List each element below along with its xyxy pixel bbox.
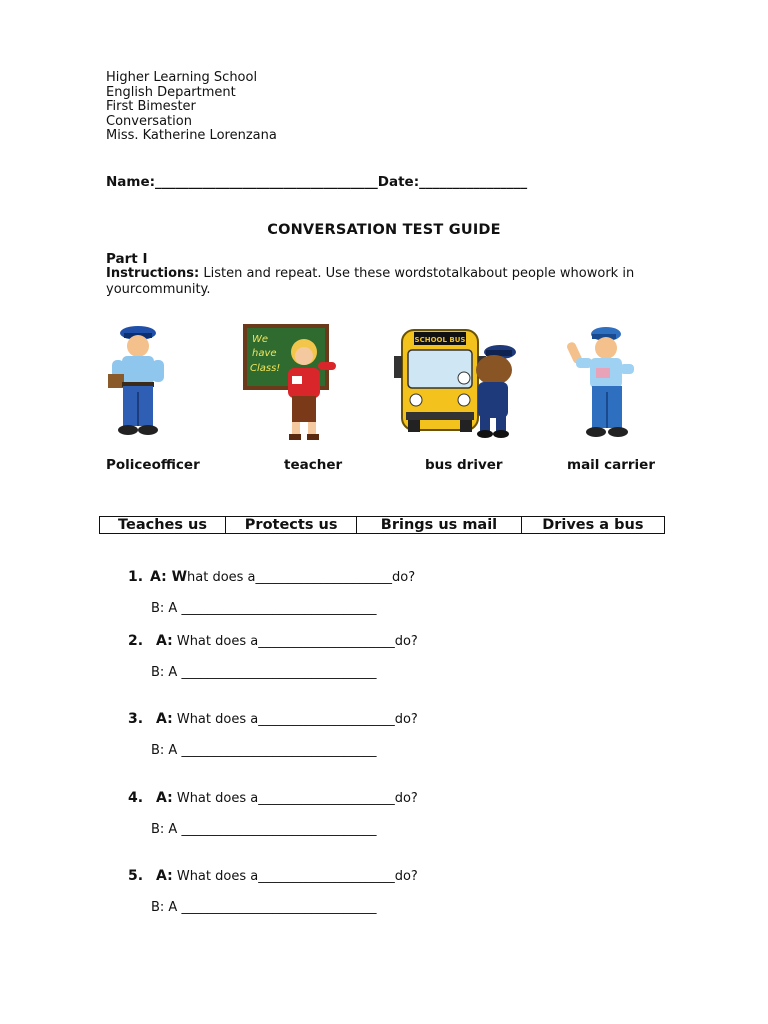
- document-header: [106, 71, 277, 144]
- answer-line-2: B: A ______________________________: [151, 665, 377, 680]
- speaker-a-label: A:: [156, 868, 173, 884]
- speaker-a-label: A:: [156, 790, 173, 806]
- bus-driver-icon: [388, 320, 520, 446]
- department-name: English Department: [106, 84, 236, 100]
- question-4: [128, 790, 418, 806]
- answer-line-3: B: A ______________________________: [151, 743, 377, 758]
- question-text: What does a_____________________do?: [172, 791, 418, 806]
- question-2: [128, 633, 418, 649]
- word-bank-cell: Drives a bus: [521, 517, 664, 534]
- word-bank-cell: Teaches us: [100, 517, 226, 534]
- question-number: 1.: [128, 569, 144, 585]
- question-number: 5.: [128, 868, 144, 884]
- question-text: What does a_____________________do?: [172, 869, 418, 884]
- board-text-2: have: [252, 348, 277, 359]
- caption-mail-carrier: mail carrier: [567, 457, 656, 473]
- instructions: [106, 266, 666, 297]
- bus-sign-text: SCHOOL BUS: [414, 336, 466, 344]
- term-name: First Bimester: [106, 99, 196, 115]
- question-number: 3.: [128, 711, 144, 727]
- school-name: Higher Learning School: [106, 70, 258, 85]
- question-number: 4.: [128, 790, 144, 806]
- caption-teacher: teacher: [284, 457, 343, 473]
- teacher-name: Miss. Katherine Lorenzana: [106, 128, 277, 144]
- page-title: CONVERSATION TEST GUIDE: [267, 222, 501, 238]
- caption-bus-driver: bus driver: [425, 457, 503, 473]
- board-text-3: Class!: [250, 363, 281, 374]
- word-bank-table: [99, 516, 665, 534]
- mail-carrier-icon: [562, 320, 642, 448]
- question-number: 2.: [128, 633, 144, 649]
- question-text: What does a_____________________do?: [172, 634, 418, 649]
- question-3: [128, 711, 418, 727]
- subject-name: Conversation: [106, 113, 192, 129]
- board-text-1: We: [252, 334, 269, 345]
- speaker-a-label: A: W: [150, 569, 188, 585]
- speaker-a-label: A:: [156, 711, 173, 727]
- caption-police-officer: Policeofficer: [106, 457, 200, 473]
- question-text: What does a_____________________do?: [172, 712, 418, 727]
- instructions-label: Instructions:: [106, 266, 200, 281]
- answer-line-4: B: A ______________________________: [151, 822, 377, 837]
- word-bank-cell: Brings us mail: [357, 517, 521, 534]
- answer-line-5: B: A ______________________________: [151, 900, 377, 915]
- speaker-a-label: A:: [156, 633, 173, 649]
- police-officer-icon: [104, 320, 170, 448]
- question-5: [128, 868, 418, 884]
- answer-line-1: B: A ______________________________: [151, 601, 377, 616]
- part-heading: Part I: [106, 251, 148, 267]
- question-1: [128, 569, 415, 585]
- instructions-text: Listen and repeat. Use these wordstotalkabout people whowork in yourcommunity.: [106, 266, 635, 297]
- word-bank-cell: Protects us: [226, 517, 357, 534]
- question-text: hat does a_____________________do?: [187, 570, 416, 585]
- teacher-icon: [242, 320, 342, 446]
- name-date-line: Name:_________________________________Date:________________: [106, 174, 528, 190]
